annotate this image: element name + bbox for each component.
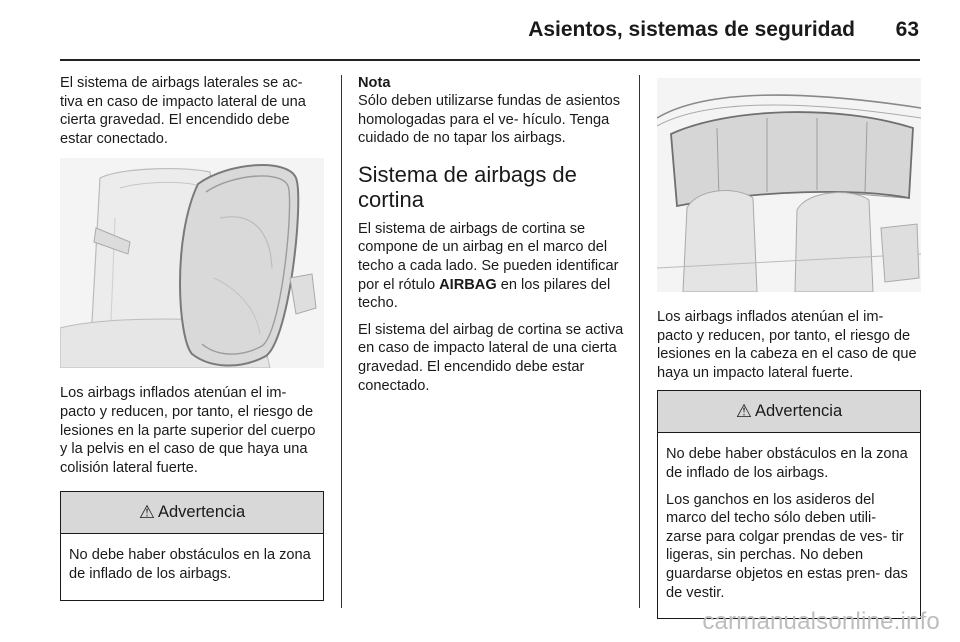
warning-content xyxy=(61,534,323,599)
page-title: Asientos, sistemas de seguridad xyxy=(528,18,855,41)
section-heading-curtain-airbags: Sistema de airbags de cortina xyxy=(358,161,577,212)
warning-text-hooks: Los ganchos en los asideros del marco del techo sólo deben utili- zarse para colgar prendas de ves- tir ligeras, sin perchas. No deben guardarse objetos en estas pren- das de vestir. xyxy=(666,491,908,601)
column-divider-left xyxy=(341,75,342,608)
warning-text: No debe haber obstáculos en la zona de inflado de los airbags. xyxy=(69,547,311,582)
curtain-airbag-text-end: en los pilares del techo. xyxy=(358,276,611,312)
page-number: 63 xyxy=(895,18,919,41)
warning-title: Advertencia xyxy=(755,402,843,421)
curtain-airbag-caption: Los airbags inflados atenúan el im- pacto y reducen, por tanto, el riesgo de lesiones en la cabeza en el caso de que haya un impacto lateral fuerte. xyxy=(657,309,917,381)
warning-text-obstacles: No debe haber obstáculos en la zona de inflado de los airbags. xyxy=(666,446,908,481)
warning-box-curtain-airbags xyxy=(657,390,921,619)
side-airbag-illustration xyxy=(60,158,324,368)
warning-content xyxy=(658,433,920,618)
side-airbag-caption: Los airbags inflados atenúan el im- pacto y reducen, por tanto, el riesgo de lesiones en la parte superior del cuerpo y la pelvis en el caso de que haya una colisión lateral fuerte. xyxy=(60,385,316,476)
note-text: Sólo deben utilizarse fundas de asientos homologadas para el ve- hículo. Tenga cuidado de no tapar los airbags. xyxy=(358,93,621,147)
warning-box-side-airbags xyxy=(60,491,324,600)
column-curtain-illustration xyxy=(657,74,922,619)
warning-triangle-icon: ⚠ xyxy=(735,401,752,422)
page-header xyxy=(0,0,960,62)
warning-header xyxy=(658,391,920,433)
warning-title: Advertencia xyxy=(158,503,246,522)
warning-triangle-icon: ⚠ xyxy=(138,502,155,523)
header-divider xyxy=(60,59,920,61)
curtain-airbag-drawing xyxy=(657,78,921,292)
column-curtain-airbags xyxy=(358,74,624,403)
side-airbag-drawing xyxy=(60,158,324,368)
column-side-airbags xyxy=(60,74,324,601)
side-airbag-intro: El sistema de airbags laterales se ac- tiva en caso de impacto lateral de una cierta gravedad. El encendido debe estar conectado. xyxy=(60,75,306,147)
curtain-airbag-activation: El sistema del airbag de cortina se activa en caso de impacto lateral de una cierta gravedad. El encendido debe estar conectado. xyxy=(358,321,624,394)
watermark: carmanualsonline.info xyxy=(702,608,940,635)
column-divider-right xyxy=(639,75,640,608)
curtain-airbag-illustration xyxy=(657,78,921,292)
airbag-label-text: AIRBAG xyxy=(439,276,497,293)
warning-header xyxy=(61,492,323,534)
note-title: Nota xyxy=(358,75,391,91)
curtain-airbag-description xyxy=(358,220,624,313)
curtain-airbag-text-start: El sistema de airbags de cortina se compone de un airbag en el marco del techo a cada lado. Se pueden identificar por el rótulo xyxy=(358,220,619,293)
